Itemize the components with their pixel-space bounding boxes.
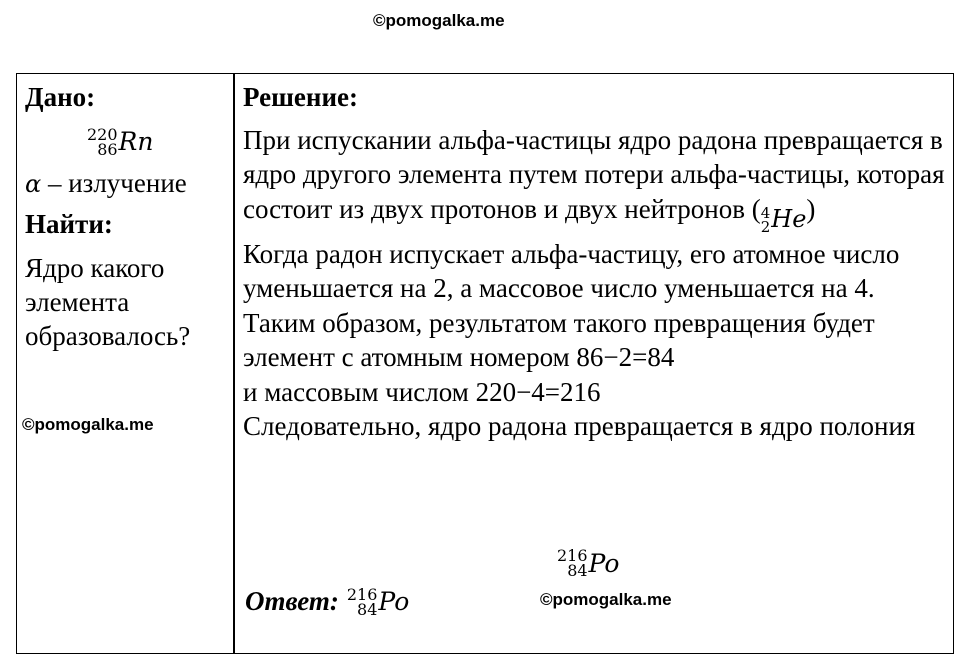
given-column	[25, 80, 225, 353]
result-nuclide-symbol: Po	[588, 548, 620, 578]
answer-nuclide-atomic: 84	[357, 599, 378, 619]
helium-nuclide	[761, 202, 807, 237]
he-atomic: 2	[760, 217, 771, 236]
he-mass: 4	[760, 203, 771, 222]
he-symbol: He	[771, 205, 807, 234]
alpha-symbol: α	[25, 170, 42, 198]
solution-heading: Решение:	[243, 82, 358, 112]
column-divider	[233, 74, 235, 653]
given-nuclide-symbol: Rn	[118, 127, 154, 156]
answer-nuclide	[346, 584, 410, 619]
solution-paragraph-3: и массовым числом 220−4=216	[243, 376, 601, 407]
given-alpha-line	[25, 166, 225, 201]
find-text: Ядро какого элемента образовалось?	[25, 253, 191, 351]
solution-column	[243, 80, 948, 444]
watermark-left: ©pomogalka.me	[22, 415, 154, 434]
solution-table	[16, 73, 954, 654]
watermark-top: ©pomogalka.me	[373, 11, 505, 30]
answer-nuclide-symbol: Po	[378, 587, 410, 616]
result-nuclide-atomic: 84	[567, 561, 588, 580]
solution-paragraph-2: Когда радон испускает альфа-частицу, его атомное число уменьшается на 2, а массовое число уменьшается на 4. Таким образом, результатом такого превращения будет элемент с атомным номером 86−2=84	[243, 238, 900, 373]
alpha-text: – излучение	[41, 168, 187, 198]
given-heading: Дано:	[25, 82, 96, 112]
watermark-bottom: ©pomogalka.me	[540, 590, 672, 609]
given-nuclide	[87, 122, 153, 162]
solution-paragraph-4: Следовательно, ядро радона превращается в ядро полония	[243, 411, 916, 442]
given-nuclide-atomic: 86	[97, 140, 118, 159]
result-nuclide-mass: 216	[557, 546, 588, 565]
find-heading: Найти:	[25, 209, 113, 239]
solution-paragraph-1: При испускании альфа-частицы ядро радона превращается в ядро другого элемента путем потери альфа-частицы, которая состоит из двух протонов и двух нейтронов ( 4 2 He )	[243, 124, 945, 236]
answer-nuclide-mass: 216	[346, 584, 378, 604]
result-nuclide	[557, 548, 619, 578]
answer-label: Ответ:	[245, 586, 339, 616]
given-nuclide-mass: 220	[87, 125, 118, 144]
answer-line	[245, 586, 409, 617]
